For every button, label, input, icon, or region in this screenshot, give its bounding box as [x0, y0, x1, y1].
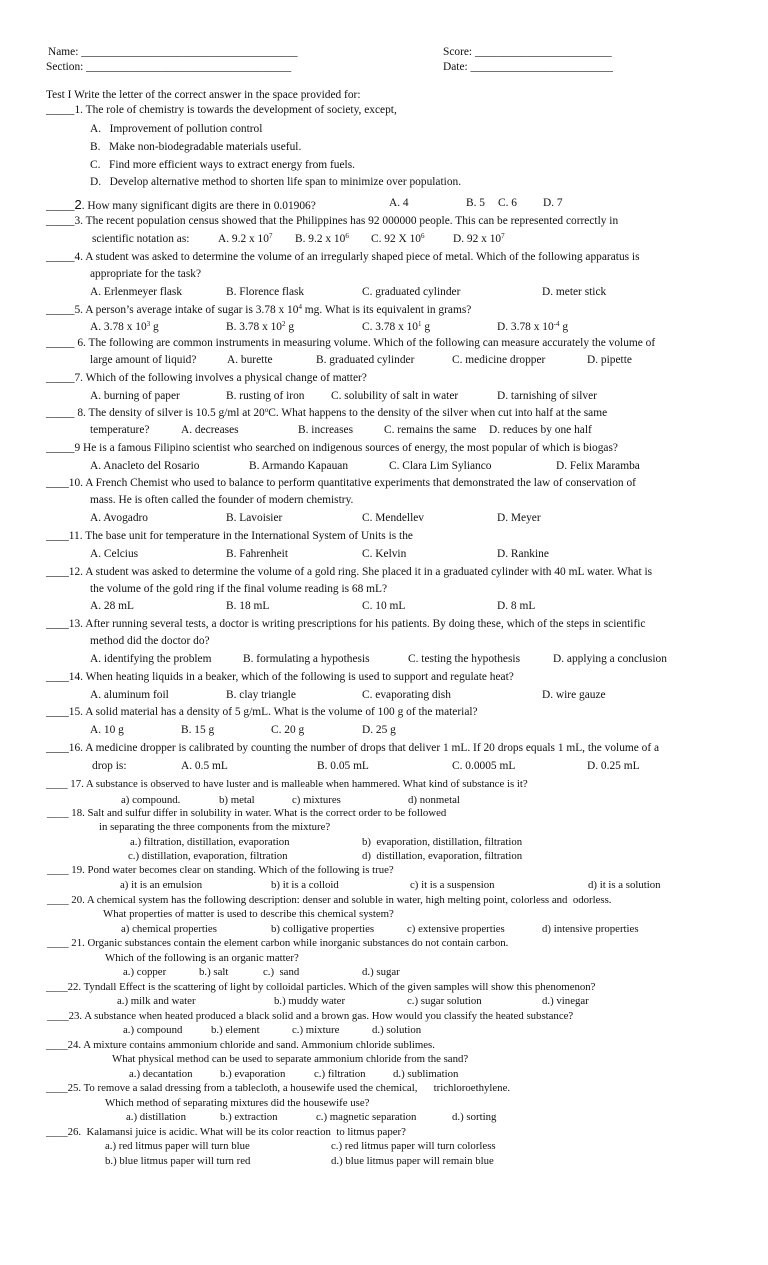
- q3-choice-c: C. 92 X $10^6$: [371, 232, 425, 245]
- q20-choice-d: d) intensive properties: [542, 923, 639, 935]
- q8-choice-a: A. decreases: [181, 424, 239, 436]
- q19-choice-d: d) it is a solution: [588, 879, 661, 891]
- q2-handwritten-answer: 2: [74, 197, 82, 212]
- question-2-stem: [46, 198, 316, 212]
- q7-choice-d: D. tarnishing of silver: [497, 390, 597, 402]
- q10-choice-d: D. Meyer: [497, 512, 541, 524]
- question-18-stem: ____ 18. Salt and sulfur differ in solubility in water. What is the correct order to be followed: [47, 807, 447, 819]
- question-15-stem: ____15. A solid material has a density of 5 g/mL. What is the volume of 100 g of the material?: [46, 706, 478, 718]
- q22-choice-b: b.) muddy water: [274, 995, 346, 1007]
- question-5-stem: _____5. A person’s average intake of sugar is 3.78 x $10^4$ mg. What is its equivalent in grams?: [46, 303, 472, 316]
- q15-choice-a: A. 10 g: [90, 724, 124, 736]
- q4-stem-cont: appropriate for the task?: [90, 268, 202, 280]
- name-field[interactable]: Name: ______________________________________: [48, 46, 298, 58]
- q4-choice-b: B. Florence flask: [226, 286, 305, 298]
- q26-choice-b: b.) blue litmus paper will turn red: [105, 1155, 251, 1167]
- q14-choice-a: A. aluminum foil: [90, 689, 169, 701]
- q25-choice-c: c.) magnetic separation: [316, 1111, 417, 1123]
- q26-choice-a: a.) red litmus paper will turn blue: [105, 1140, 250, 1152]
- q1-choice-b: B. Make non-biodegradable materials useful.: [90, 141, 302, 153]
- question-20-stem: ____ 20. A chemical system has the following description: denser and soluble in water, high melting point, colorless and odorless.: [47, 894, 612, 906]
- q26-choice-d: d.) blue litmus paper will remain blue: [331, 1155, 494, 1167]
- q21-choice-a: a.) copper: [123, 966, 167, 978]
- question-22-stem: ____22. Tyndall Effect is the scattering of light by colloidal particles. Which of the given samples will show this phenomenon?: [46, 981, 596, 993]
- q8-choice-b: B. increases: [298, 424, 354, 436]
- q16-choice-d: D. 0.25 mL: [587, 760, 640, 772]
- q9-choice-d: D. Felix Maramba: [556, 460, 640, 472]
- q9-choice-b: B. Armando Kapauan: [249, 460, 349, 472]
- q16-choice-a: A. 0.5 mL: [181, 760, 228, 772]
- q20-choice-a: a) chemical properties: [121, 923, 217, 935]
- q8-stem-cont: temperature?: [90, 424, 150, 436]
- q2-answer-blank[interactable]: _____: [46, 200, 75, 212]
- q2-choice-b: B. 5: [466, 197, 485, 209]
- q1-choice-a: A. Improvement of pollution control: [90, 123, 263, 135]
- q25-stem-cont: Which method of separating mixtures did the housewife use?: [105, 1097, 370, 1109]
- q4-choice-d: D. meter stick: [542, 286, 607, 298]
- q21-stem-cont: Which of the following is an organic matter?: [105, 952, 299, 964]
- section-field[interactable]: Section: ____________________________________: [46, 61, 292, 73]
- question-12-stem: ____12. A student was asked to determine the volume of a gold ring. She placed it in a graduated cylinder with 40 mL water. What is: [46, 566, 653, 578]
- q11-choice-c: C. Kelvin: [362, 548, 407, 560]
- q15-choice-b: B. 15 g: [181, 724, 215, 736]
- q19-choice-a: a) it is an emulsion: [120, 879, 203, 891]
- q18-choice-d: d) distillation, evaporation, filtration: [362, 850, 523, 862]
- q10-choice-c: C. Mendellev: [362, 512, 425, 524]
- q8-choice-d: D. reduces by one half: [489, 424, 592, 436]
- q7-choice-a: A. burning of paper: [90, 390, 180, 402]
- question-23-stem: ____23. A substance when heated produced a black solid and a brown gas. How would you classify the heated substance?: [47, 1010, 574, 1022]
- q23-choice-c: c.) mixture: [292, 1024, 340, 1036]
- q20-stem-cont: What properties of matter is used to describe this chemical system?: [103, 908, 394, 920]
- q1-choice-d: D. Develop alternative method to shorten life span to minimize over population.: [90, 176, 462, 188]
- q17-choice-a: a) compound.: [121, 794, 181, 806]
- q11-choice-a: A. Celcius: [90, 548, 139, 560]
- q16-choice-c: C. 0.0005 mL: [452, 760, 516, 772]
- q11-choice-d: D. Rankine: [497, 548, 549, 560]
- question-17-stem: ____ 17. A substance is observed to have luster and is malleable when hammered. What kind of substance is it?: [46, 778, 528, 790]
- q7-choice-b: B. rusting of iron: [226, 390, 305, 402]
- q24-choice-c: c.) filtration: [314, 1068, 366, 1080]
- question-11-stem: ____11. The base unit for temperature in the International System of Units is the: [46, 530, 413, 542]
- q21-choice-c: c.) sand: [263, 966, 300, 978]
- q20-choice-b: b) colligative properties: [271, 923, 375, 935]
- q19-choice-c: c) it is a suspension: [410, 879, 495, 891]
- q6-choice-d: D. pipette: [587, 354, 632, 366]
- q16-lead: drop is:: [92, 760, 127, 772]
- q12-choice-b: B. 18 mL: [226, 600, 270, 612]
- q2-choice-c: C. 6: [498, 197, 517, 209]
- q10-stem-cont: mass. He is often called the founder of modern chemistry.: [90, 494, 354, 506]
- q3-choice-d: D. 92 x $10^7$: [453, 232, 505, 245]
- q13-choice-a: A. identifying the problem: [90, 653, 212, 665]
- q13-choice-d: D. applying a conclusion: [553, 653, 667, 665]
- q14-choice-d: D. wire gauze: [542, 689, 606, 701]
- q12-choice-c: C. 10 mL: [362, 600, 406, 612]
- question-8-stem: _____ 8. The density of silver is 10.5 g/ml at 20$^o$C. What happens to the density of the silver when cut into half at the same: [46, 406, 608, 419]
- q13-stem-cont: method did the doctor do?: [90, 635, 210, 647]
- q18-choice-b: b) evaporation, distillation, filtration: [362, 836, 523, 848]
- q17-choice-b: b) metal: [219, 794, 255, 806]
- q23-choice-d: d.) solution: [372, 1024, 422, 1036]
- q5-choice-d: D. 3.78 x $10^{-4}$ g: [497, 320, 569, 333]
- q3-lead: scientific notation as:: [92, 233, 190, 245]
- question-13-stem: ____13. After running several tests, a doctor is writing prescriptions for his patients. By doing these, which of the steps in scientific: [46, 618, 646, 630]
- q18-choice-c: c.) distillation, evaporation, filtration: [128, 850, 288, 862]
- q17-choice-d: d) nonmetal: [408, 794, 460, 806]
- question-10-stem: ____10. A French Chemist who used to balance to perform quantitative experiments that demonstrated the law of conservation of: [46, 477, 636, 489]
- q12-stem-cont: the volume of the gold ring if the final volume reading is 68 mL?: [90, 583, 388, 595]
- q4-choice-c: C. graduated cylinder: [362, 286, 461, 298]
- question-4-stem: _____4. A student was asked to determine the volume of an irregularly shaped piece of metal. Which of the following apparatus is: [46, 251, 640, 263]
- q16-choice-b: B. 0.05 mL: [317, 760, 369, 772]
- q21-choice-d: d.) sugar: [362, 966, 400, 978]
- question-25-stem: ____25. To remove a salad dressing from a tablecloth, a housewife used the chemical, trichloroethylene.: [46, 1082, 511, 1094]
- q3-choice-b: B. 9.2 x $10^6$: [295, 232, 349, 245]
- question-16-stem: ____16. A medicine dropper is calibrated by counting the number of drops that deliver 1 mL. If 20 drops equals 1 mL, the volume of a: [46, 742, 660, 754]
- q6-choice-c: C. medicine dropper: [452, 354, 546, 366]
- question-3-stem: _____3. The recent population census showed that the Philippines has 92 000000 people. This can be represented correctly in: [46, 215, 619, 227]
- question-26-stem: ____26. Kalamansi juice is acidic. What will be its color reaction to litmus paper?: [46, 1126, 406, 1138]
- score-field[interactable]: Score: ________________________: [443, 46, 612, 58]
- date-field[interactable]: Date: _________________________: [443, 61, 613, 73]
- q24-stem-cont: What physical method can be used to separate ammonium chloride from the sand?: [112, 1053, 469, 1065]
- q17-choice-c: c) mixtures: [292, 794, 341, 806]
- q4-choice-a: A. Erlenmeyer flask: [90, 286, 183, 298]
- test-instructions: Test I Write the letter of the correct answer in the space provided for:: [46, 89, 361, 101]
- q2-choice-d: D. 7: [543, 197, 563, 209]
- q22-choice-d: d.) vinegar: [542, 995, 589, 1007]
- q1-choice-c: C. Find more efficient ways to extract energy from fuels.: [90, 159, 355, 171]
- q15-choice-d: D. 25 g: [362, 724, 396, 736]
- q21-choice-b: b.) salt: [199, 966, 229, 978]
- q22-choice-a: a.) milk and water: [117, 995, 196, 1007]
- q20-choice-c: c) extensive properties: [407, 923, 505, 935]
- q19-choice-b: b) it is a colloid: [271, 879, 339, 891]
- q9-choice-c: C. Clara Lim Sylianco: [389, 460, 492, 472]
- q5-choice-c: C. 3.78 x $10^1$ g: [362, 320, 431, 333]
- q6-choice-a: A. burette: [227, 354, 273, 366]
- q12-choice-d: D. 8 mL: [497, 600, 536, 612]
- q6-stem-cont: large amount of liquid?: [90, 354, 197, 366]
- q18-choice-a: a.) filtration, distillation, evaporation: [130, 836, 290, 848]
- q8-choice-c: C. remains the same: [384, 424, 477, 436]
- q2-choice-a: A. 4: [389, 197, 409, 209]
- q10-choice-a: A. Avogadro: [90, 512, 148, 524]
- q5-choice-a: A. 3.78 x $10^3$ g: [90, 320, 159, 333]
- question-7-stem: _____7. Which of the following involves a physical change of matter?: [46, 372, 367, 384]
- question-14-stem: ____14. When heating liquids in a beaker, which of the following is used to support and regulate heat?: [46, 671, 514, 683]
- q14-choice-c: C. evaporating dish: [362, 689, 451, 701]
- q25-choice-d: d.) sorting: [452, 1111, 497, 1123]
- q25-choice-a: a.) distillation: [126, 1111, 186, 1123]
- q24-choice-b: b.) evaporation: [220, 1068, 286, 1080]
- question-24-stem: ____24. A mixture contains ammonium chloride and sand. Ammonium chloride sublimes.: [46, 1039, 435, 1051]
- q7-choice-c: C. solubility of salt in water: [331, 390, 459, 402]
- q12-choice-a: A. 28 mL: [90, 600, 134, 612]
- q14-choice-b: B. clay triangle: [226, 689, 296, 701]
- q2-stem-text: . How many significant digits are there in 0.01906?: [81, 200, 316, 212]
- question-19-stem: ____ 19. Pond water becomes clear on standing. Which of the following is true?: [47, 864, 394, 876]
- q13-choice-b: B. formulating a hypothesis: [243, 653, 370, 665]
- question-9-stem: _____9 He is a famous Filipino scientist who searched on indigenous sources of energy, the most popular of which is biogas?: [46, 442, 618, 454]
- q6-choice-b: B. graduated cylinder: [316, 354, 415, 366]
- q26-choice-c: c.) red litmus paper will turn colorless: [331, 1140, 496, 1152]
- q3-choice-a: A. 9.2 x $10^7$: [218, 232, 273, 245]
- q9-choice-a: A. Anacleto del Rosario: [90, 460, 200, 472]
- q10-choice-b: B. Lavoisier: [226, 512, 283, 524]
- q23-choice-b: b.) element: [211, 1024, 260, 1036]
- q18-stem-cont: in separating the three components from the mixture?: [99, 821, 331, 833]
- q24-choice-a: a.) decantation: [129, 1068, 193, 1080]
- question-6-stem: _____ 6. The following are common instruments in measuring volume. Which of the following can measure accurately the volume of: [46, 337, 656, 349]
- q13-choice-c: C. testing the hypothesis: [408, 653, 521, 665]
- q15-choice-c: C. 20 g: [271, 724, 305, 736]
- q5-choice-b: B. 3.78 x $10^2$ g: [226, 320, 295, 333]
- q22-choice-c: c.) sugar solution: [407, 995, 482, 1007]
- question-21-stem: ____ 21. Organic substances contain the element carbon while inorganic substances do not contain carbon.: [47, 937, 509, 949]
- question-1-stem: _____1. The role of chemistry is towards the development of society, except,: [46, 104, 397, 116]
- q11-choice-b: B. Fahrenheit: [226, 548, 289, 560]
- q24-choice-d: d.) sublimation: [393, 1068, 459, 1080]
- q25-choice-b: b.) extraction: [220, 1111, 278, 1123]
- q23-choice-a: a.) compound: [123, 1024, 183, 1036]
